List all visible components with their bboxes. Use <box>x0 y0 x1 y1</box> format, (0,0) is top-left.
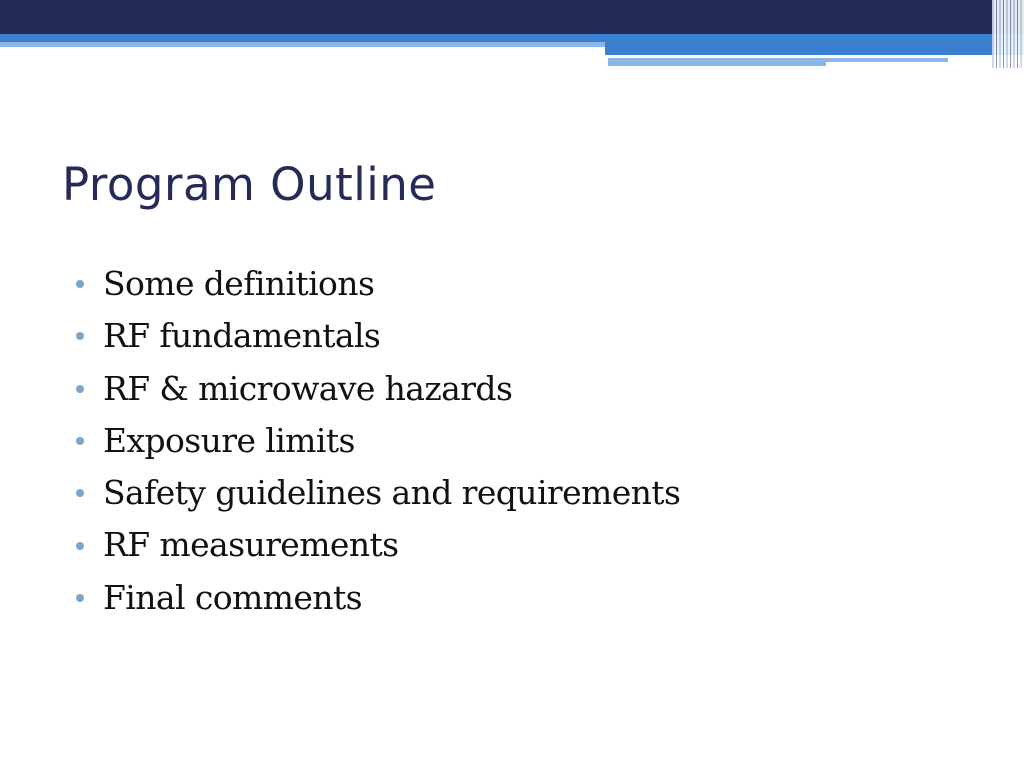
header-stripes <box>992 0 1024 68</box>
bullet-icon <box>76 594 84 602</box>
bullet-icon <box>76 489 84 497</box>
bullet-text: RF & microwave hazards <box>103 368 513 408</box>
bullet-item <box>76 310 680 362</box>
bullet-text: Exposure limits <box>103 420 355 460</box>
bullet-icon <box>76 385 84 393</box>
header-band-thin <box>608 58 826 66</box>
bullet-icon <box>76 280 84 288</box>
header-band-thin-end <box>826 58 948 62</box>
bullet-text: Final comments <box>103 577 362 617</box>
bullet-text: Some definitions <box>103 264 375 303</box>
bullet-item <box>76 467 680 519</box>
bullet-text: RF fundamentals <box>103 316 381 356</box>
slide-title: Program Outline <box>62 158 437 211</box>
bullet-text: RF measurements <box>103 525 399 565</box>
header-band-step <box>605 42 1024 55</box>
bullet-icon <box>76 437 84 445</box>
bullet-item <box>76 519 680 571</box>
bullet-item <box>76 415 680 467</box>
bullet-icon <box>76 542 84 550</box>
bullet-list <box>76 258 680 624</box>
header-band-light <box>0 42 605 47</box>
header-band-mid <box>0 34 1024 42</box>
bullet-text: Safety guidelines and requirements <box>103 473 681 513</box>
bullet-item <box>76 258 680 310</box>
bullet-item <box>76 363 680 415</box>
bullet-icon <box>76 332 84 340</box>
header-band-dark <box>0 0 1024 34</box>
bullet-item <box>76 572 680 624</box>
